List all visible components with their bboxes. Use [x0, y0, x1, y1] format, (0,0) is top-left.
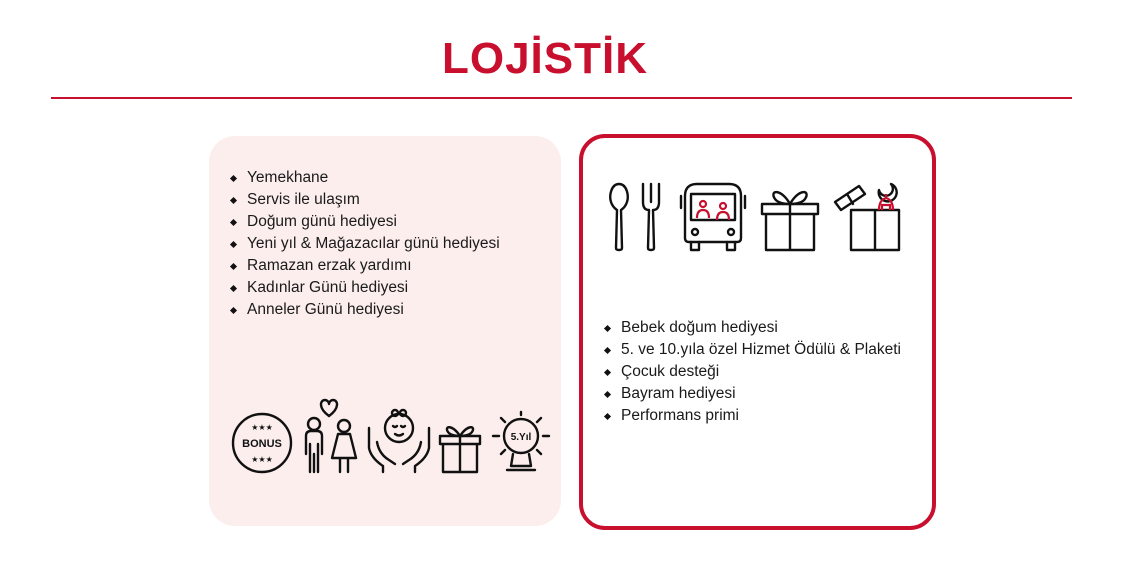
- left-benefits-card: [209, 136, 561, 526]
- anniversary-5-year-icon: [491, 410, 551, 474]
- cutlery-icon: [607, 182, 667, 252]
- list-item: Bayram hediyesi: [603, 383, 901, 405]
- left-benefits-list: [229, 167, 500, 321]
- gift-box-icon: [759, 186, 821, 252]
- bonus-badge-label: BONUS: [242, 438, 282, 450]
- right-benefits-card: [579, 134, 936, 530]
- list-item: Yemekhane: [229, 167, 500, 189]
- list-item: Doğum günü hediyesi: [229, 211, 500, 233]
- list-item: Çocuk desteği: [603, 361, 901, 383]
- page-title: LOJİSTİK: [441, 34, 649, 83]
- list-item: 5. ve 10.yıla özel Hizmet Ödülü & Plaketi: [603, 339, 901, 361]
- baby-in-hands-icon: [365, 406, 433, 474]
- right-benefits-list: [603, 317, 901, 427]
- svg-text:★★★: ★★★: [251, 423, 273, 432]
- list-item: Kadınlar Günü hediyesi: [229, 277, 500, 299]
- list-item: Anneler Günü hediyesi: [229, 299, 500, 321]
- couple-heart-icon: [298, 398, 360, 474]
- gift-box-icon: [436, 420, 484, 474]
- list-item: Servis ile ulaşım: [229, 189, 500, 211]
- anniversary-label: 5.Yıl: [510, 432, 532, 443]
- svg-text:★★★: ★★★: [251, 455, 273, 464]
- list-item: Yeni yıl & Mağazacılar günü hediyesi: [229, 233, 500, 255]
- title-divider: [51, 97, 1072, 99]
- list-item: Performans primi: [603, 405, 901, 427]
- shuttle-bus-icon: [677, 180, 749, 252]
- list-item: Bebek doğum hediyesi: [603, 317, 901, 339]
- holiday-gift-mosque-icon: [831, 180, 905, 252]
- list-item: Ramazan erzak yardımı: [229, 255, 500, 277]
- bonus-badge-icon: [231, 412, 293, 474]
